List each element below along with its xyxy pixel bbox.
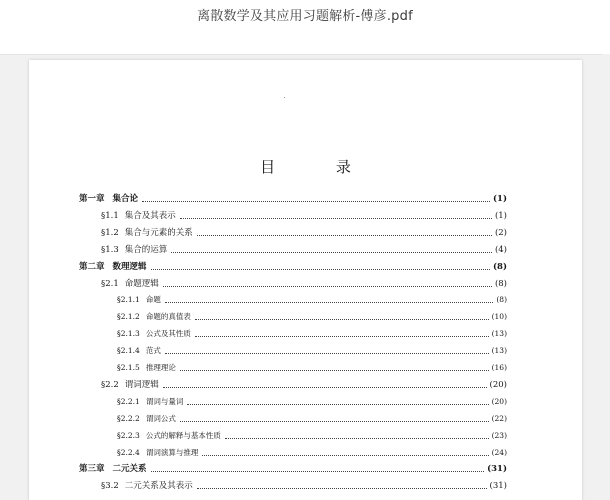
- toc-entry[interactable]: [117, 357, 507, 373]
- toc-entry-title: 推理理论: [145, 363, 176, 372]
- toc-entry-title: 公式的解释与基本性质: [145, 430, 221, 440]
- toc-dot-leader: [197, 488, 487, 489]
- toc-entry-page-number: (13): [491, 329, 507, 339]
- toc-entry-title: 谓词与量词: [145, 396, 184, 406]
- toc-entry-page-number: (20): [491, 396, 507, 406]
- toc-entry-number: §2.1.3: [117, 329, 140, 339]
- toc-dot-leader: [195, 319, 489, 320]
- toc-entry-number: 第一章: [79, 194, 105, 204]
- toc-entry[interactable]: [101, 374, 507, 390]
- toc-dot-leader: [180, 370, 489, 371]
- toc-entry-number: §2.1: [101, 278, 119, 289]
- toc-entry-number: §2.1.2: [117, 312, 140, 322]
- toc-entry-title: 范式: [145, 346, 161, 356]
- toc-entry-page-number: (13): [491, 346, 507, 356]
- document-title: 离散数学及其应用习题解析-傅彦.pdf: [197, 9, 413, 24]
- toc-dot-leader: [151, 269, 491, 270]
- toc-entry-page-number: (1): [493, 194, 507, 204]
- toc-entry-page-number: (31): [487, 464, 507, 475]
- toc-entry-page-number: (8): [494, 278, 507, 289]
- toc-entry-title: 谓词公式: [145, 413, 176, 423]
- toc-entry[interactable]: [79, 256, 507, 272]
- toc-entry-number: 第二章: [79, 261, 105, 272]
- toc-entry[interactable]: [117, 323, 507, 339]
- toc-entry-page-number: (24): [491, 447, 507, 457]
- toc-entry[interactable]: [117, 391, 507, 407]
- toc-entry-page-number: (31): [489, 481, 507, 492]
- toc-entry[interactable]: [117, 442, 507, 458]
- toc-entry[interactable]: [79, 188, 507, 204]
- toc-entry-title: 公式及其性质: [145, 329, 191, 339]
- toc-entry-number: §1.2: [101, 227, 119, 238]
- toc-entry-title: 集合与元素的关系: [124, 227, 193, 238]
- toc-entry[interactable]: [117, 306, 507, 322]
- toc-entry-number: 第三章: [79, 464, 105, 475]
- toc-entry[interactable]: [101, 222, 507, 238]
- toc-entry-page-number: (22): [491, 413, 507, 423]
- toc-dot-leader: [142, 201, 490, 202]
- toc-dot-leader: [163, 286, 492, 287]
- toc-entry-number: §2.2.4: [117, 447, 140, 457]
- toc-dot-leader: [202, 455, 488, 456]
- toc-entry-title: 谓词演算与推理: [145, 447, 199, 457]
- toc-dot-leader: [180, 218, 492, 219]
- toc-entry-number: §2.1.1: [117, 295, 140, 305]
- toc-dot-leader: [165, 302, 494, 303]
- scrollbar-track[interactable]: [602, 54, 610, 490]
- title-bar: [0, 0, 610, 55]
- toc-entry-number: §2.2: [101, 379, 119, 390]
- toc-entry-number: §2.1.4: [117, 346, 140, 356]
- toc-entry[interactable]: [101, 205, 507, 221]
- toc-entry-title: 数理逻辑: [112, 261, 147, 272]
- toc-entry-title: 命题: [145, 295, 161, 305]
- toc-entry-page-number: (4): [494, 244, 507, 255]
- toc-entry-number: §2.2.1: [117, 396, 140, 406]
- pdf-page: [29, 60, 582, 500]
- scan-speck: [284, 97, 285, 98]
- toc-entry-page-number: (20): [489, 379, 507, 390]
- toc-entry[interactable]: [101, 273, 507, 289]
- toc-entry-title: 谓词逻辑: [124, 379, 159, 390]
- toc-entry-title: 命题的真值表: [145, 312, 191, 322]
- toc-entry-title: 集合及其表示: [124, 210, 176, 221]
- toc-entry[interactable]: [117, 408, 507, 424]
- toc-entry-page-number: (10): [491, 312, 507, 322]
- toc-entry-title: 命题逻辑: [124, 278, 159, 289]
- toc-dot-leader: [180, 421, 489, 422]
- toc-dot-leader: [151, 471, 485, 472]
- page-heading: 目 录: [260, 158, 379, 176]
- toc-dot-leader: [195, 336, 489, 337]
- toc-dot-leader: [171, 252, 492, 253]
- toc-dot-leader: [197, 235, 492, 236]
- toc-dot-leader: [225, 438, 489, 439]
- toc-entry-number: §2.1.5: [117, 363, 140, 372]
- toc-entry[interactable]: [117, 340, 507, 356]
- toc-entry-title: 集合的运算: [124, 244, 168, 255]
- toc-entry[interactable]: [79, 458, 507, 474]
- toc-entry-title: 二元关系: [112, 464, 147, 475]
- toc-entry-page-number: (23): [491, 430, 507, 440]
- toc-entry[interactable]: [101, 475, 507, 491]
- toc-entry-number: §3.2: [101, 481, 119, 492]
- toc-entry-number: §1.1: [101, 210, 119, 221]
- toc-dot-leader: [187, 404, 488, 405]
- toc-dot-leader: [163, 387, 487, 388]
- toc-entry[interactable]: [101, 239, 507, 255]
- toc-entry-page-number: (2): [494, 227, 507, 238]
- toc-entry-number: §2.2.2: [117, 413, 140, 423]
- toc-entry-title: 集合论: [112, 194, 139, 204]
- toc-entry-page-number: (16): [491, 363, 507, 372]
- toc-entry-number: §1.3: [101, 244, 119, 255]
- toc-dot-leader: [165, 353, 489, 354]
- toc-entry-title: 二元关系及其表示: [124, 481, 193, 492]
- toc-entry[interactable]: [117, 289, 507, 305]
- toc-entry-number: §2.2.3: [117, 430, 140, 440]
- toc-entry-page-number: (1): [494, 210, 507, 221]
- toc-entry-page-number: (8): [493, 261, 507, 272]
- toc-entry-page-number: (8): [496, 295, 507, 305]
- toc-entry[interactable]: [117, 425, 507, 441]
